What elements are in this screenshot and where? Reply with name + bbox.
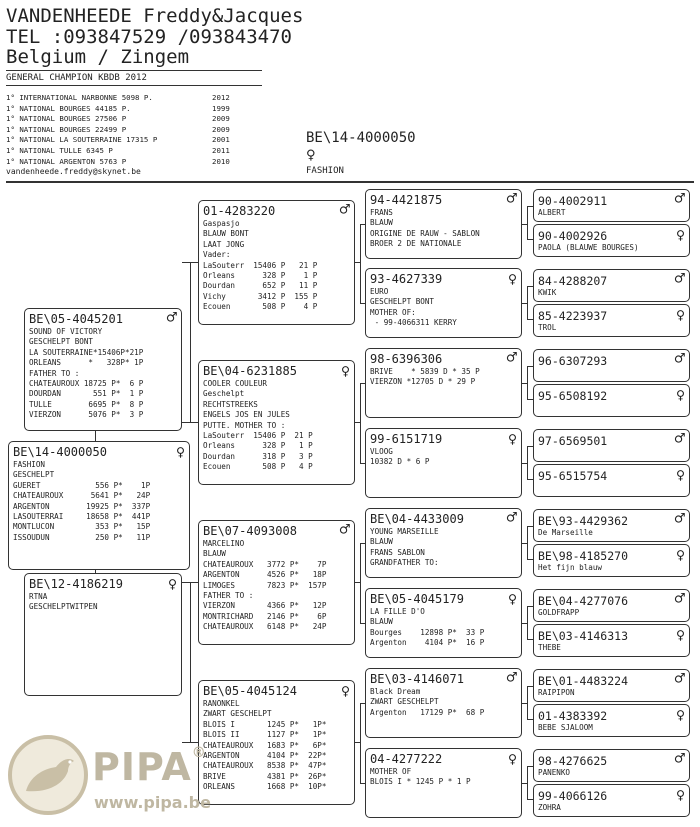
detail-line: ISSOUDUN 250 P* 11P (13, 532, 151, 542)
bird-details (203, 539, 351, 633)
ring-number: 90-4002911 (538, 194, 608, 208)
bird-details (370, 607, 518, 649)
detail-line: ARGENTON 19925 P* 337P (13, 501, 151, 511)
detail-line: BLOIS I 1245 P* 1P* (203, 719, 327, 729)
detail-line: VIERZON 5076 P* 3 P (29, 410, 144, 420)
result-row: 1° NATIONAL BOURGES 44185 P. 1999 (6, 103, 230, 113)
pedigree-box-g1 (533, 189, 690, 222)
detail-line: GESCHELPT (13, 470, 55, 480)
detail-line: GRANDFATHER TO: (370, 558, 439, 568)
detail-line: LIMOGES 7823 P* 157P (203, 580, 327, 590)
male-icon: ♂ (674, 589, 685, 609)
detail-line: PUTTE. MOTHER TO : (203, 420, 286, 430)
detail-line: Ecouen 508 P 4 P (203, 302, 318, 312)
female-icon: ♀ (675, 626, 685, 644)
bird-details (203, 379, 351, 473)
pedigree-box-g8 (533, 464, 690, 497)
detail-line: MARCELINO (203, 539, 245, 548)
registered-mark: ® (191, 745, 207, 761)
detail-line: VIERZON *12705 D * 29 P (370, 377, 476, 387)
ring-number: BE\04-6231885 (203, 364, 297, 378)
male-icon: ♂ (674, 269, 685, 289)
detail-line: MONTLUCON 353 P* 15P (13, 522, 151, 532)
pipa-logo-text: PIPA (92, 745, 192, 789)
pedigree-box-sdd (365, 428, 522, 498)
ring-number: BE\05-4045179 (370, 592, 464, 606)
pedigree-box-ssd (365, 268, 522, 338)
bird-details (538, 723, 686, 733)
ring-number: 99-6151719 (370, 432, 443, 446)
detail-line: CHATEAUROUX 18725 P* 6 P (29, 379, 144, 389)
result-row: 1° NATIONAL BOURGES 22499 P 2009 (6, 124, 230, 134)
connector-line (527, 446, 528, 479)
female-icon: ♀ (507, 750, 517, 768)
connector-line (527, 526, 528, 559)
male-icon: ♂ (166, 308, 177, 328)
connector-line (190, 582, 191, 742)
detail-line: RTNA (29, 592, 48, 601)
pedigree-box-s (24, 308, 182, 431)
detail-line: CHATEAUROUX 8538 P* 47P* (203, 761, 327, 771)
detail-line: Argenton 17129 P* 68 P (370, 707, 485, 717)
bird-details (538, 803, 686, 813)
detail-line: BROER 2 DE NATIONALE (370, 239, 462, 249)
pedigree-box-g9 (533, 509, 690, 542)
female-icon: ♀ (507, 270, 517, 288)
detail-line: Dourdan 652 P 11 P (203, 281, 318, 291)
female-icon: ♀ (675, 386, 685, 404)
detail-line: MOTHER OF (370, 767, 412, 776)
pedigree-box-g13 (533, 669, 690, 702)
connector-line (182, 422, 198, 423)
pedigree-box-b1 (8, 441, 190, 570)
pedigree-box-g4 (533, 304, 690, 337)
ring-number: 94-4421875 (370, 193, 443, 207)
pedigree-box-ddd (365, 748, 522, 818)
champion-title: GENERAL CHAMPION KBDB 2012 (6, 73, 147, 83)
connector-line (190, 262, 191, 422)
female-icon: ♀ (675, 306, 685, 324)
pedigree-box-g11 (533, 589, 690, 622)
pedigree-box-g3 (533, 269, 690, 302)
pipa-logo (8, 735, 211, 825)
bird-details (538, 208, 686, 218)
pedigree-box-sss (365, 189, 522, 259)
detail-line: LaSouterr 15406 P 21 P (203, 431, 313, 441)
detail-line: ARGENTON 4526 P* 18P (203, 570, 327, 580)
connector-line (360, 703, 361, 783)
owner-name: VANDENHEEDE Freddy&Jacques (6, 5, 304, 27)
detail-line: RANONKEL (203, 699, 240, 708)
detail-line: ZWART GESCHELPT (203, 709, 272, 719)
owner-tel: TEL :093847529 /093843470 (6, 26, 292, 48)
female-icon: ♀ (340, 362, 350, 380)
ring-number: 85-4223937 (538, 309, 608, 323)
ring-number: 95-6515754 (538, 469, 608, 483)
detail-line: SOUND OF VICTORY (29, 327, 103, 336)
detail-line: FATHER TO : (29, 368, 80, 378)
male-icon: ♂ (339, 520, 350, 540)
ring-number: BE\07-4093008 (203, 524, 297, 538)
detail-line: ORLEANS * 328P* 1P (29, 358, 144, 368)
bird-details (538, 643, 686, 653)
ring-number: BE\03-4146071 (370, 672, 464, 686)
bird-details (203, 219, 351, 313)
bird-details (538, 243, 686, 253)
male-icon: ♂ (506, 348, 517, 368)
pedigree-box-d (24, 573, 182, 696)
detail-line: Het fijn blauw (538, 563, 603, 572)
pedigree-box-sds (365, 348, 522, 418)
detail-line: BEBE SJALOOM (538, 723, 593, 732)
detail-line: MONTRICHARD 2146 P* 6P (203, 611, 327, 621)
ring-number: 99-4066126 (538, 789, 608, 803)
owner-location: Belgium / Zingem (6, 46, 190, 68)
header-divider (6, 181, 694, 183)
bird-details (538, 288, 686, 298)
detail-line: VLOOG (370, 447, 393, 456)
ring-number: 90-4002926 (538, 229, 608, 243)
male-icon: ♂ (674, 429, 685, 449)
bird-details (370, 527, 518, 569)
bird-details (370, 287, 518, 329)
detail-line: CHATEAUROUX 1683 P* 6P* (203, 740, 327, 750)
ring-number: 01-4383392 (538, 709, 608, 723)
female-icon: ♀ (175, 443, 185, 461)
detail-line: PANENKO (538, 768, 571, 777)
pedigree-box-dds (365, 668, 522, 738)
ring-number: BE\05-4045201 (29, 312, 123, 326)
female-icon: ♀ (507, 430, 517, 448)
divider (6, 70, 262, 71)
result-row: 1° NATIONAL TULLE 6345 P 2011 (6, 145, 230, 155)
ring-number: BE\12-4186219 (29, 577, 123, 591)
detail-line: Ecouen 508 P 4 P (203, 462, 313, 472)
detail-line: LASOUTERRAI 18658 P* 441P (13, 512, 151, 522)
detail-line: FRANS SABLON (370, 547, 425, 557)
ring-number: BE\14-4000050 (13, 445, 107, 459)
male-icon: ♂ (506, 508, 517, 528)
detail-line: Vichy 3412 P 155 P (203, 291, 318, 301)
results-list (6, 93, 242, 167)
detail-line: ZWART GESCHELPT (370, 697, 439, 707)
detail-line: BLAUW (370, 617, 393, 627)
ring-number: 01-4283220 (203, 204, 276, 218)
bird-details (538, 688, 686, 698)
detail-line: LA FILLE D'O (370, 607, 425, 616)
ring-number: 04-4277222 (370, 752, 443, 766)
detail-line: 10382 D * 6 P (370, 457, 430, 467)
connector-line (527, 206, 528, 239)
pigeon-logo-icon (8, 735, 88, 815)
detail-line: Geschelpt (203, 389, 245, 399)
connector-line (527, 286, 528, 319)
detail-line: ORLEANS 1668 P* 10P* (203, 782, 327, 792)
detail-line: RAIPIPON (538, 688, 575, 697)
bird-details (203, 699, 351, 793)
detail-line: COOLER COULEUR (203, 379, 268, 388)
detail-line: EURO (370, 287, 389, 296)
main-bird-name: FASHION (306, 166, 344, 176)
detail-line: FRANS (370, 208, 393, 217)
ring-number: BE\04-4433009 (370, 512, 464, 526)
pedigree-box-g7 (533, 429, 690, 462)
ring-number: 98-6396306 (370, 352, 443, 366)
detail-line: LaSouterr 15406 P 21 P (203, 260, 318, 270)
bird-details (538, 323, 686, 333)
ring-number: BE\04-4277076 (538, 594, 629, 608)
female-icon: ♀ (675, 786, 685, 804)
connector-line (95, 431, 96, 441)
ring-number: 95-6508192 (538, 389, 608, 403)
male-icon: ♂ (506, 668, 517, 688)
detail-line: FATHER TO : (203, 591, 254, 601)
detail-line: BLOIS I * 1245 P * 1 P (370, 777, 471, 787)
connector-line (527, 366, 528, 399)
female-icon: ♀ (340, 682, 350, 700)
ring-number: 96-6307293 (538, 354, 608, 368)
detail-line: GESCHELPTWITPEN (29, 602, 98, 612)
male-icon: ♂ (339, 200, 350, 220)
ring-number: BE\93-4429362 (538, 514, 629, 528)
detail-line: BLAUW BONT (203, 229, 249, 239)
pedigree-box-g10 (533, 544, 690, 577)
detail-line: Vader: (203, 250, 231, 260)
connector-line (360, 543, 361, 623)
female-icon: ♀ (675, 706, 685, 724)
female-icon: ♀ (167, 575, 177, 593)
detail-line: PAOLA (BLAUWE BOURGES) (538, 243, 639, 252)
detail-line: Black Dream (370, 687, 421, 696)
result-row: 1° NATIONAL ARGENTON 5763 P 2010 (6, 156, 230, 166)
detail-line: GESCHELPT BONT (29, 337, 94, 347)
bird-details (538, 528, 686, 538)
detail-line: TULLE 6695 P* 8 P (29, 399, 144, 409)
female-icon: ♀ (675, 466, 685, 484)
male-icon: ♂ (674, 509, 685, 529)
male-icon: ♂ (674, 189, 685, 209)
ring-number: BE\03-4146313 (538, 629, 629, 643)
detail-line: VIERZON 4366 P* 12P (203, 601, 327, 611)
result-row: 1° NATIONAL BOURGES 27506 P 2009 (6, 114, 230, 124)
detail-line: MOTHER OF: (370, 307, 416, 317)
female-icon: ♀ (507, 590, 517, 608)
detail-line: RECHTSTREEKS (203, 399, 258, 409)
detail-line: Orleans 328 P 1 P (203, 441, 313, 451)
detail-line: YOUNG MARSEILLE (370, 527, 439, 536)
detail-line: BLAUW (203, 549, 226, 559)
detail-line: BRIVE * 5839 D * 35 P (370, 367, 480, 376)
pedigree-box-g2 (533, 224, 690, 257)
bird-details (370, 367, 518, 388)
female-icon: ♀ (306, 145, 316, 164)
bird-details (370, 767, 518, 788)
detail-line: ALBERT (538, 208, 566, 217)
detail-line: THEBE (538, 643, 561, 652)
pedigree-box-dsd (365, 588, 522, 658)
detail-line: CHATEAUROUX 5641 P* 24P (13, 491, 151, 501)
ring-number: 97-6569501 (538, 434, 608, 448)
detail-line: BLOIS II 1127 P* 1P* (203, 730, 327, 740)
detail-line: Argenton 4104 P* 16 P (370, 638, 485, 648)
connector-line (527, 686, 528, 719)
pedigree-box-sd (198, 360, 355, 485)
male-icon: ♂ (674, 749, 685, 769)
ring-number: 98-4276625 (538, 754, 608, 768)
detail-line: De Marseille (538, 528, 593, 537)
male-icon: ♂ (674, 669, 685, 689)
pedigree-box-g5 (533, 349, 690, 382)
detail-line: ARGENTON 4104 P* 22P* (203, 751, 327, 761)
detail-line: ZOHRA (538, 803, 561, 812)
detail-line: BLAUW (370, 218, 393, 228)
connector-line (360, 383, 361, 463)
ring-number: BE\05-4045124 (203, 684, 297, 698)
female-icon: ♀ (675, 546, 685, 564)
bird-details (29, 327, 178, 421)
bird-details (538, 608, 686, 618)
detail-line: CHATEAUROUX 3772 P* 7P (203, 559, 327, 569)
detail-line: GESCHELPT BONT (370, 297, 435, 307)
detail-line: Bourges 12898 P* 33 P (370, 627, 485, 637)
connector-line (360, 224, 361, 303)
pedigree-box-g6 (533, 384, 690, 417)
detail-line: FASHION (13, 460, 46, 469)
ring-number: BE\01-4483224 (538, 674, 629, 688)
divider (6, 85, 262, 86)
detail-line: TROL (538, 323, 557, 332)
bird-details (538, 563, 686, 573)
detail-line: DOURDAN 551 P* 1 P (29, 389, 144, 399)
connector-line (527, 766, 528, 799)
detail-line: LAAT JONG (203, 239, 245, 249)
detail-line: Orleans 328 P 1 P (203, 271, 318, 281)
detail-line: BLAUW (370, 537, 393, 547)
detail-line: - 99-4066311 KERRY (370, 318, 457, 328)
pedigree-box-g12 (533, 624, 690, 657)
male-icon: ♂ (674, 349, 685, 369)
detail-line: GUERET 556 P* 1P (13, 480, 151, 490)
pedigree-box-g15 (533, 749, 690, 782)
pedigree-box-g14 (533, 704, 690, 737)
bird-details (29, 592, 178, 613)
female-icon: ♀ (675, 226, 685, 244)
detail-line: KWIK (538, 288, 557, 297)
ring-number: 84-4288207 (538, 274, 608, 288)
detail-line: GOLDFRAPP (538, 608, 580, 617)
pipa-url: www.pipa.be (94, 793, 211, 812)
pedigree-box-dss (365, 508, 522, 578)
pedigree-box-ds (198, 520, 355, 645)
detail-line: ORIGINE DE RAUW - SABLON (370, 228, 480, 238)
detail-line: LA SOUTERRAINE*15406P*21P (29, 347, 144, 357)
ring-number: BE\98-4185270 (538, 549, 629, 563)
pedigree-box-dd (198, 680, 355, 805)
connector-line (527, 606, 528, 639)
bird-details (538, 768, 686, 778)
bird-details (370, 687, 518, 718)
detail-line: Dourdan 318 P 3 P (203, 451, 313, 461)
detail-line: CHATEAUROUX 6148 P* 24P (203, 622, 327, 632)
result-row: 1° NATIONAL LA SOUTERRAINE 17315 P 2001 (6, 135, 230, 145)
ring-number: 93-4627339 (370, 272, 443, 286)
pedigree-box-ss (198, 200, 355, 325)
detail-line: ENGELS JOS EN JULES (203, 410, 290, 420)
detail-line: BRIVE 4381 P* 26P* (203, 771, 327, 781)
result-row: 1° INTERNATIONAL NARBONNE 5098 P. 2012 (6, 93, 230, 102)
owner-email: vandenheede.freddy@skynet.be (6, 167, 141, 176)
male-icon: ♂ (506, 189, 517, 209)
pedigree-box-g16 (533, 784, 690, 817)
detail-line: Gaspasjo (203, 219, 240, 228)
bird-details (13, 460, 186, 543)
main-ring-number: BE\14-4000050 (306, 130, 416, 146)
bird-details (370, 208, 518, 250)
bird-details (370, 447, 518, 468)
